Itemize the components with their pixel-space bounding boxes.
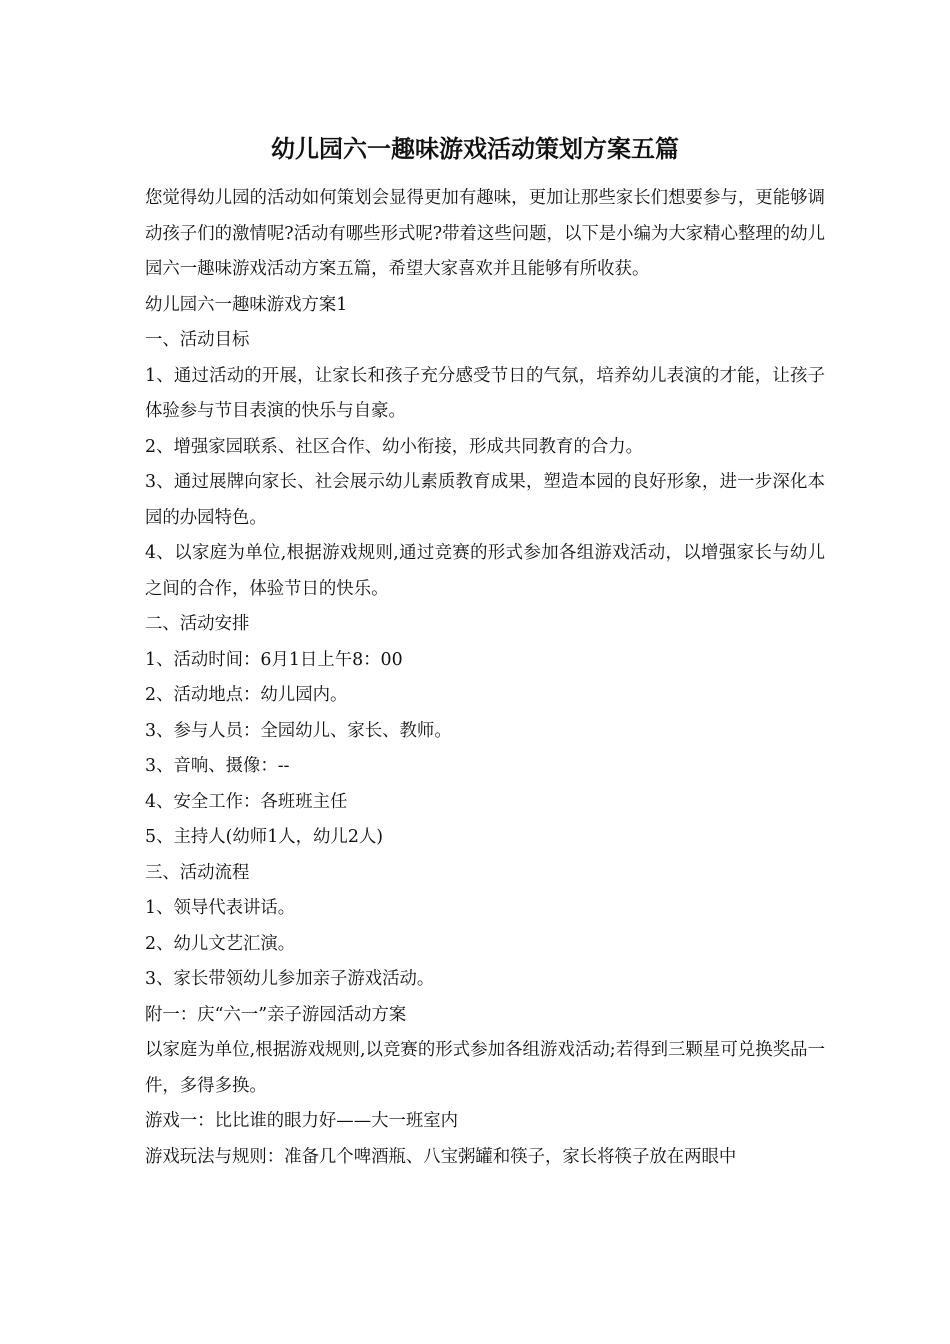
game-one-heading: 游戏一：比比谁的眼力好——大一班室内	[145, 1111, 459, 1131]
game-one-rules: 游戏玩法与规则：准备几个啤酒瓶、八宝粥罐和筷子，家长将筷子放在两眼中	[145, 1146, 737, 1167]
section-heading-arrangement: 二、活动安排	[145, 614, 250, 634]
goal-item-3: 3、通过展牌向家长、社会展示幼儿素质教育成果，塑造本园的良好形象，进一步深化本园的办园特色。	[145, 472, 825, 528]
appendix-paragraph: 以家庭为单位,根据游戏规则,以竞赛的形式参加各组游戏活动;若得到三颗星可兑换奖品一件，多得多换。	[145, 1040, 825, 1096]
arrangement-item-audio-video: 3、音响、摄像：--	[145, 756, 290, 776]
process-item-3: 3、家长带领幼儿参加亲子游戏活动。	[145, 969, 435, 989]
intro-paragraph: 您觉得幼儿园的活动如何策划会显得更加有趣味，更加让那些家长们想要参与，更能够调动孩子们的激情呢?活动有哪些形式呢?带着这些问题，以下是小编为大家精心整理的幼儿园六一趣味游戏活动方案五篇，希望大家喜欢并且能够有所收获。	[145, 188, 825, 279]
arrangement-item-time: 1、活动时间：6月1日上午8：00	[145, 649, 403, 670]
goal-item-2: 2、增强家园联系、社区合作、幼小衔接，形成共同教育的合力。	[145, 436, 644, 457]
document-title: 幼儿园六一趣味游戏活动策划方案五篇	[271, 134, 679, 163]
process-item-1: 1、领导代表讲话。	[145, 898, 296, 918]
goal-item-4: 4、以家庭为单位,根据游戏规则,通过竞赛的形式参加各组游戏活动，以增强家长与幼儿之间的合作，体验节日的快乐。	[145, 543, 825, 599]
arrangement-item-participants: 3、参与人员：全园幼儿、家长、教师。	[145, 720, 452, 741]
arrangement-item-location: 2、活动地点：幼儿园内。	[145, 685, 348, 705]
goal-item-1: 1、通过活动的开展，让家长和孩子充分感受节日的气氛，培养幼儿表演的才能，让孩子体验参与节目表演的快乐与自豪。	[145, 365, 825, 421]
appendix-heading: 附一：庆“六一”亲子游园活动方案	[145, 1004, 407, 1025]
document-body	[145, 181, 825, 1175]
section-heading-plan-1: 幼儿园六一趣味游戏方案1	[145, 294, 348, 315]
arrangement-item-host: 5、主持人(幼师1人，幼儿2人)	[145, 827, 384, 847]
section-heading-goals: 一、活动目标	[145, 330, 250, 350]
section-heading-process: 三、活动流程	[145, 862, 250, 883]
process-item-2: 2、幼儿文艺汇演。	[145, 933, 296, 954]
arrangement-item-safety: 4、安全工作：各班班主任	[145, 791, 348, 812]
